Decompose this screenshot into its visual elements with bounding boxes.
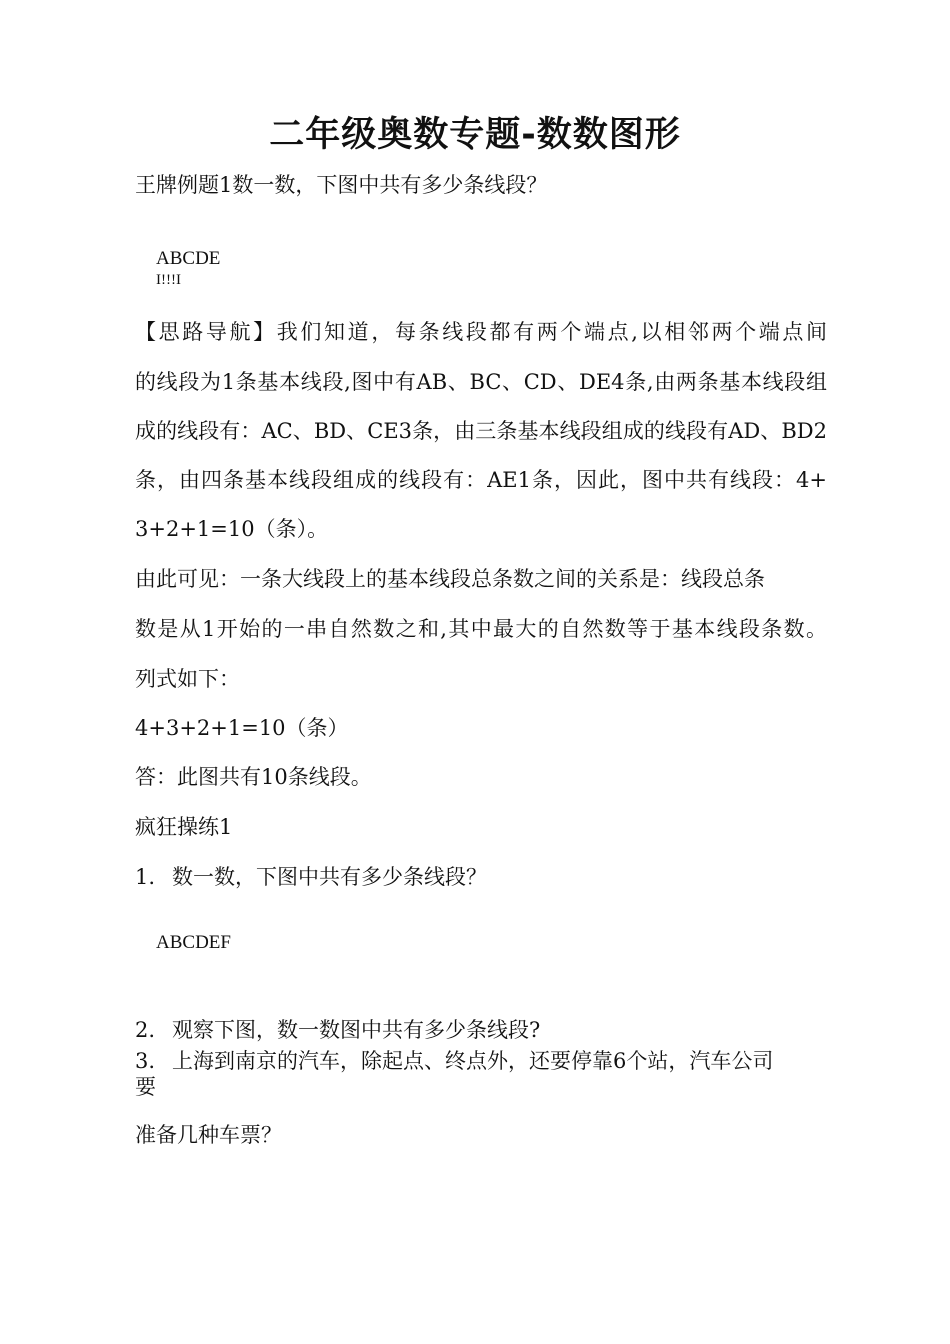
conclusion-line: 由此可见：一条大线段上的基本线段总条数之间的关系是：线段总条 [135, 567, 765, 591]
analysis-line: 的线段为1条基本线段,图中有AB、BC、CD、DE4条,由两条基本线段组 [135, 370, 827, 394]
formula: 4+3+2+1=10（条） [135, 716, 349, 740]
analysis-line: 【思路导航】我们知道，每条线段都有两个端点,以相邻两个端点间 [135, 320, 827, 344]
practice-item-text-continued: 准备几种车票？ [135, 1123, 282, 1147]
practice-heading: 疯狂操练1 [135, 815, 233, 839]
analysis-line: 条，由四条基本线段组成的线段有：AE1条，因此，图中共有线段：4+ [135, 468, 827, 492]
practice-item-text: 数一数，下图中共有多少条线段？ [172, 865, 487, 889]
conclusion-line: 数是从1开始的一串自然数之和,其中最大的自然数等于基本线段条数。 [135, 617, 827, 641]
segment-labels-2: ABCDEF [156, 932, 231, 953]
answer: 答：此图共有10条线段。 [135, 765, 372, 789]
analysis-line: 3+2+1=10（条）。 [135, 517, 329, 541]
practice-item-number: 3. [135, 1049, 156, 1073]
practice-item-number: 1. [135, 865, 156, 889]
practice-item-text-wrap: 要 [135, 1075, 156, 1099]
practice-item-number: 2. [135, 1018, 156, 1042]
analysis-line: 成的线段有：AC、BD、CE3条，由三条基本线段组成的线段有AD、BD2 [135, 419, 827, 443]
practice-item-text: 观察下图，数一数图中共有多少条线段? [172, 1018, 541, 1042]
example-question: 王牌例题1数一数，下图中共有多少条线段？ [135, 173, 548, 197]
practice-item-text: 上海到南京的汽车，除起点、终点外，还要停靠6个站，汽车公司 [172, 1049, 774, 1073]
page-title: 二年级奥数专题-数数图形 [269, 115, 681, 155]
conclusion-line: 列式如下： [135, 667, 240, 691]
segment-ticks: I!!!I [156, 272, 181, 288]
segment-labels: ABCDE [156, 248, 221, 269]
